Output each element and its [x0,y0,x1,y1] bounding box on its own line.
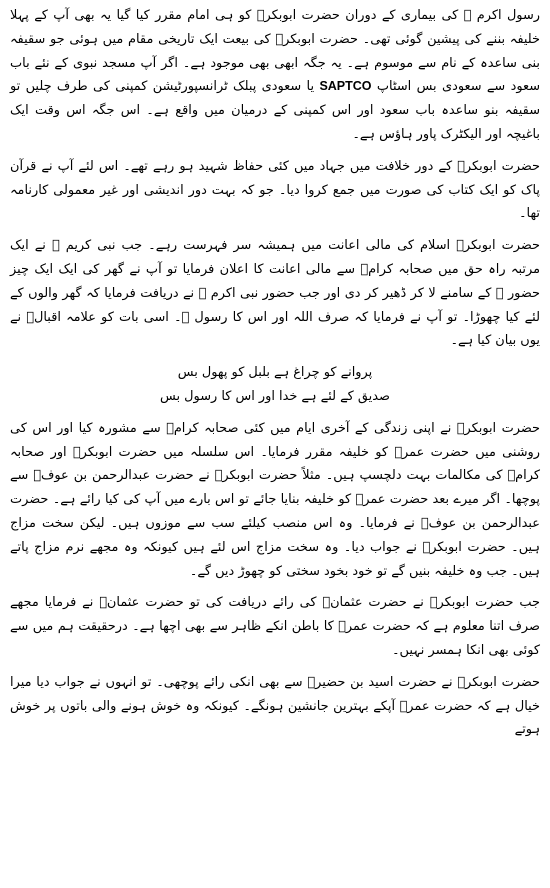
verse-line-2: صدیق کے لئے ہے خدا اور اس کا رسول بس [160,388,390,404]
paragraph-usaid-opinion: حضرت ابوبکرؓ نے حضرت اسید بن حضیرؓ سے بھی انکی رائے پوچھی۔ تو انہوں نے جواب دیا میرا خیال ہے کہ حضرت عمرؓ آپکے بہترین جانشین ہونگے۔ کیونکہ وہ خوش ہونے والی باتوں پر خوش ہوتے [10,674,540,738]
paragraph-abubakr-caliphate [10,4,540,147]
verse-line-1: پروانے کو چراغ ہے بلبل کو پھول بس [177,365,373,381]
saptco-label: SAPTCO [319,79,372,94]
paragraph-umar-appointment: حضرت ابوبکرؓ نے اپنی زندگی کے آخری ایام میں کئی صحابہ کرامؓ سے مشورہ کیا اور اس کی روشنی میں حضرت عمرؓ کو خلیفہ مقرر فرمایا۔ اس سلسلہ میں حضرت ابوبکرؓ اور صحابہ کرامؓ کی مکالمات بہت دلچسپ ہیں۔ مثلاً حضرت ابوبکرؓ نے حضرت عبدالرحمن بن عوفؓ سے پوچھا۔ اگر میرے بعد حضرت عمرؓ کو خلیفہ بنایا جائے تو اس بارے میں آپ کی کیا رائے ہے۔ حضرت عبدالرحمن بن عوفؓ نے فرمایا۔ وہ اس منصب کیلئے سب سے موزوں ہیں۔ لیکن سخت مزاج ہیں۔ حضرت ابوبکرؓ نے جواب دیا۔ وہ سخت مزاج اس لئے ہیں کیونکہ وہ مجھے نرم مزاج پاتے ہیں۔ جب وہ خلیفہ بنیں گے تو خود بخود سختی کو چھوڑ دیں گے۔ [10,420,540,579]
iqbal-verse [10,361,540,409]
paragraph-quran-compilation: حضرت ابوبکرؓ کے دور خلافت میں جہاد میں کئی حفاظ شہید ہو رہے تھے۔ اس لئے آپ نے قرآن پاک کو ایک کتاب کی صورت میں جمع کروا دیا۔ جو کہ بہت دور اندیشی اور غیر معمولی کارنامہ تھا۔ [10,158,540,222]
paragraph-uthman-opinion: جب حضرت ابوبکرؓ نے حضرت عثمانؓ کی رائے دریافت کی تو حضرت عثمانؓ نے فرمایا مجھے صرف اتنا معلوم ہے کہ حضرت عمرؓ کا باطن انکے ظاہر سے بھی اچھا ہے۔ درحقیقت ہم میں سے کوئی بھی انکا ہمسر نہیں۔ [10,595,540,658]
paragraph-text: رسول اکرم ﷺ کی بیماری کے دوران حضرت ابوبکرؓ کو ہی امام مقرر کیا گیا یہ بھی آپ کے پہلا خلیفہ بننے کی پیشین گوئی تھی۔ حضرت ابوبکرؓ کی بیعت ایک تاریخی مقام میں ہوئی جو سقیفہ بنی ساعدہ کے نام سے موسوم ہے۔ یہ جگہ ابھی بھی موجود ہے۔ اگر آپ مسجد نبوی کے نئے باب سعود سے سعودی بس اسٹاپ [10,8,540,95]
paragraph-financial-support: حضرت ابوبکرؓ اسلام کی مالی اعانت میں ہمیشہ سر فہرست رہے۔ جب نبی کریم ﷺ نے ایک مرتبہ راہ حق میں صحابہ کرامؓ سے مالی اعانت کا اعلان فرمایا تو آپ نے گھر کی ایک ایک چیز حضور ﷺ کے سامنے لا کر ڈھیر کر دی اور جب حضور نبی اکرم ﷺ نے دریافت فرمایا کہ گھر والوں کے لئے کیا چھوڑا۔ تو آپ نے فرمایا کہ صرف اللہ اور اس کا رسول ﷺ۔ اسی بات کو علامہ اقبالؒ نے یوں بیان کیا ہے۔ [10,238,540,349]
paragraph-text: یا سعودی پبلک ٹرانسپورٹیشن کمپنی کی طرف چلیں تو سقیفہ بنو ساعدہ باب سعود اور اس کمپنی کے درمیان میں واقع ہے۔ اس جگہ اس وقت ایک باغیچہ اور الیکٹرک پاور ہاؤس ہے۔ [10,79,540,142]
